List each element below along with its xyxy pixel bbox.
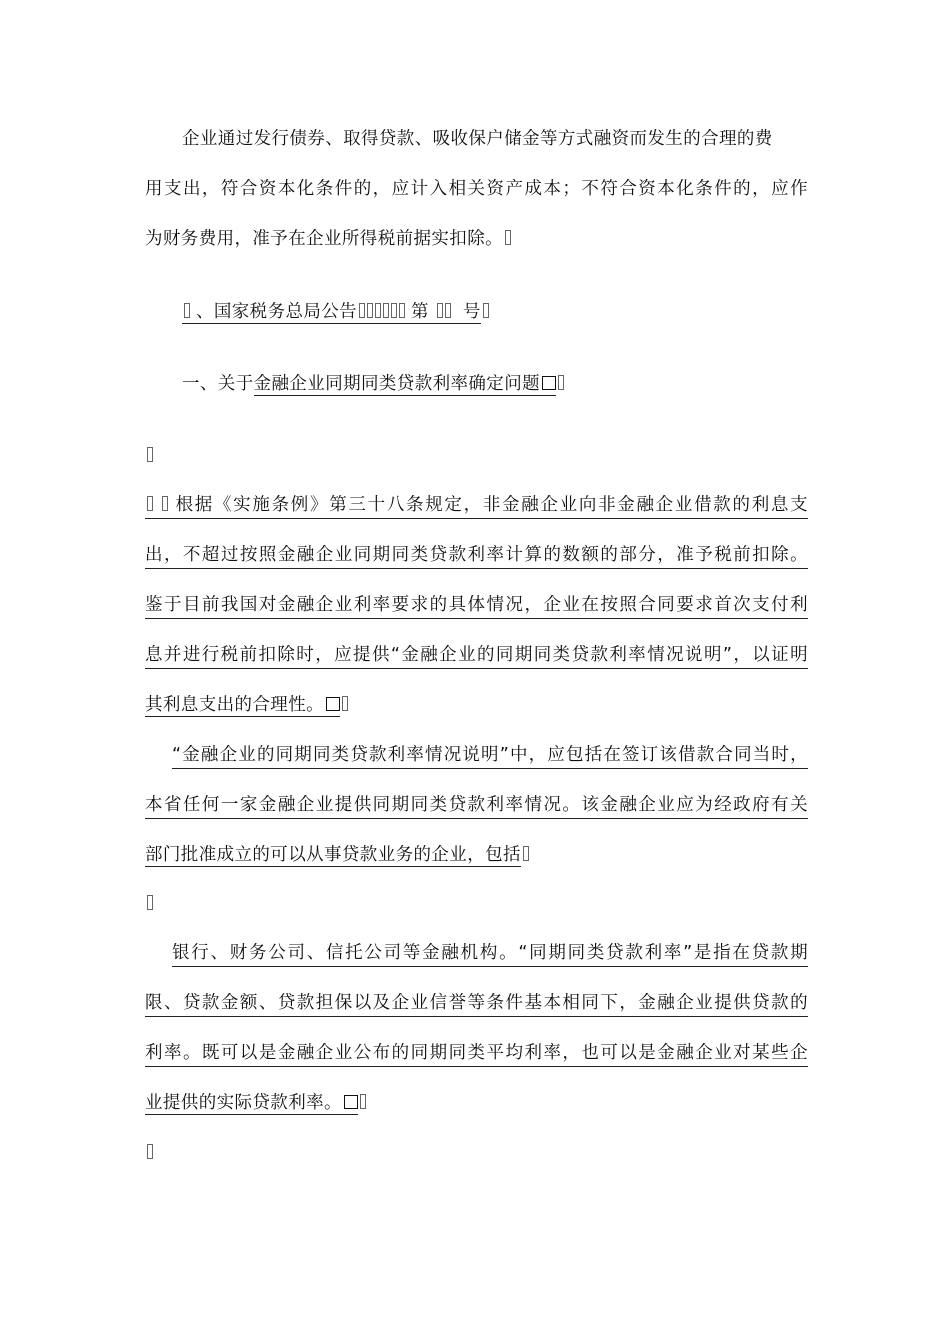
announcement-heading: [182, 300, 489, 324]
para4-line-2: 限、贷款金额、贷款担保以及企业信誉等条件基本相同下，金融企业提供贷款的: [145, 991, 808, 1017]
empty-paragraph: [145, 892, 153, 916]
missing-glyph-icon: [375, 303, 381, 318]
para2-line-5: 其利息支出的合理性。: [145, 693, 348, 717]
para1-line-2: 用支出，符合资本化条件的，应计入相关资产成本；不符合资本化条件的，应作: [145, 179, 808, 199]
section-heading-title: 金融企业同期同类贷款利率确定问题: [254, 374, 556, 396]
para3-line-3: 部门批准成立的可以从事贷款业务的企业，包括: [145, 843, 529, 867]
paragraph-mark-icon: [360, 1094, 366, 1109]
missing-glyph-icon: [391, 303, 397, 318]
missing-glyph-icon: [184, 303, 190, 318]
missing-glyph-icon: [399, 303, 405, 318]
empty-paragraph: [145, 444, 153, 468]
paragraph-mark-icon: [147, 447, 153, 462]
para1-line-3: 为财务费用，准予在企业所得税前据实扣除。: [145, 227, 511, 251]
checkbox-glyph-icon: [542, 376, 556, 390]
empty-paragraph: [145, 1141, 153, 1165]
paragraph-mark-icon: [558, 375, 564, 390]
para4-line-3: 利率。既可以是金融企业公布的同期同类平均利率，也可以是金融企业对某些企: [145, 1041, 808, 1067]
missing-glyph-icon: [367, 303, 373, 318]
missing-glyph-icon: [437, 303, 443, 318]
missing-glyph-icon: [445, 303, 451, 318]
paragraph-mark-icon: [147, 895, 153, 910]
para3-line-2: 本省任何一家金融企业提供同期同类贷款利率情况。该金融企业应为经政府有关: [145, 793, 808, 819]
missing-glyph-icon: [162, 496, 168, 511]
missing-glyph-icon: [383, 303, 389, 318]
para3-line-1: “金融企业的同期同类贷款利率情况说明”中，应包括在签订该借款合同当时，: [172, 743, 808, 769]
paragraph-mark-icon: [147, 1144, 153, 1159]
para4-line-1: 银行、财务公司、信托公司等金融机构。“同期同类贷款利率”是指在贷款期: [172, 941, 808, 967]
checkbox-glyph-icon: [344, 1095, 358, 1109]
para1-line-1: 企业通过发行债券、取得贷款、吸收保户储金等方式融资而发生的合理的费: [182, 129, 773, 149]
paragraph-mark-icon: [523, 846, 529, 861]
paragraph-mark-icon: [342, 696, 348, 711]
checkbox-glyph-icon: [326, 697, 340, 711]
para2-line-4: 息并进行税前扣除时，应提供“金融企业的同期同类贷款利率情况说明”，以证明: [145, 643, 808, 669]
missing-glyph-icon: [359, 303, 365, 318]
section-heading: 一、关于金融企业同期同类贷款利率确定问题: [182, 372, 564, 396]
para4-line-4: 业提供的实际贷款利率。: [145, 1091, 366, 1115]
missing-glyph-icon: [147, 496, 153, 511]
para2-line-1: 根据《实施条例》第三十八条规定，非金融企业向非金融企业借款的利息支: [145, 493, 808, 519]
para2-line-2: 出，不超过按照金融企业同期同类贷款利率计算的数额的部分，准予税前扣除。: [145, 543, 808, 569]
para2-line-3: 鉴于目前我国对金融企业利率要求的具体情况，企业在按照合同要求首次支付利: [145, 593, 808, 619]
paragraph-mark-icon: [483, 303, 489, 318]
paragraph-mark-icon: [505, 230, 511, 245]
announcement-heading-text: 、国家税务总局公告 第 号: [182, 302, 481, 324]
